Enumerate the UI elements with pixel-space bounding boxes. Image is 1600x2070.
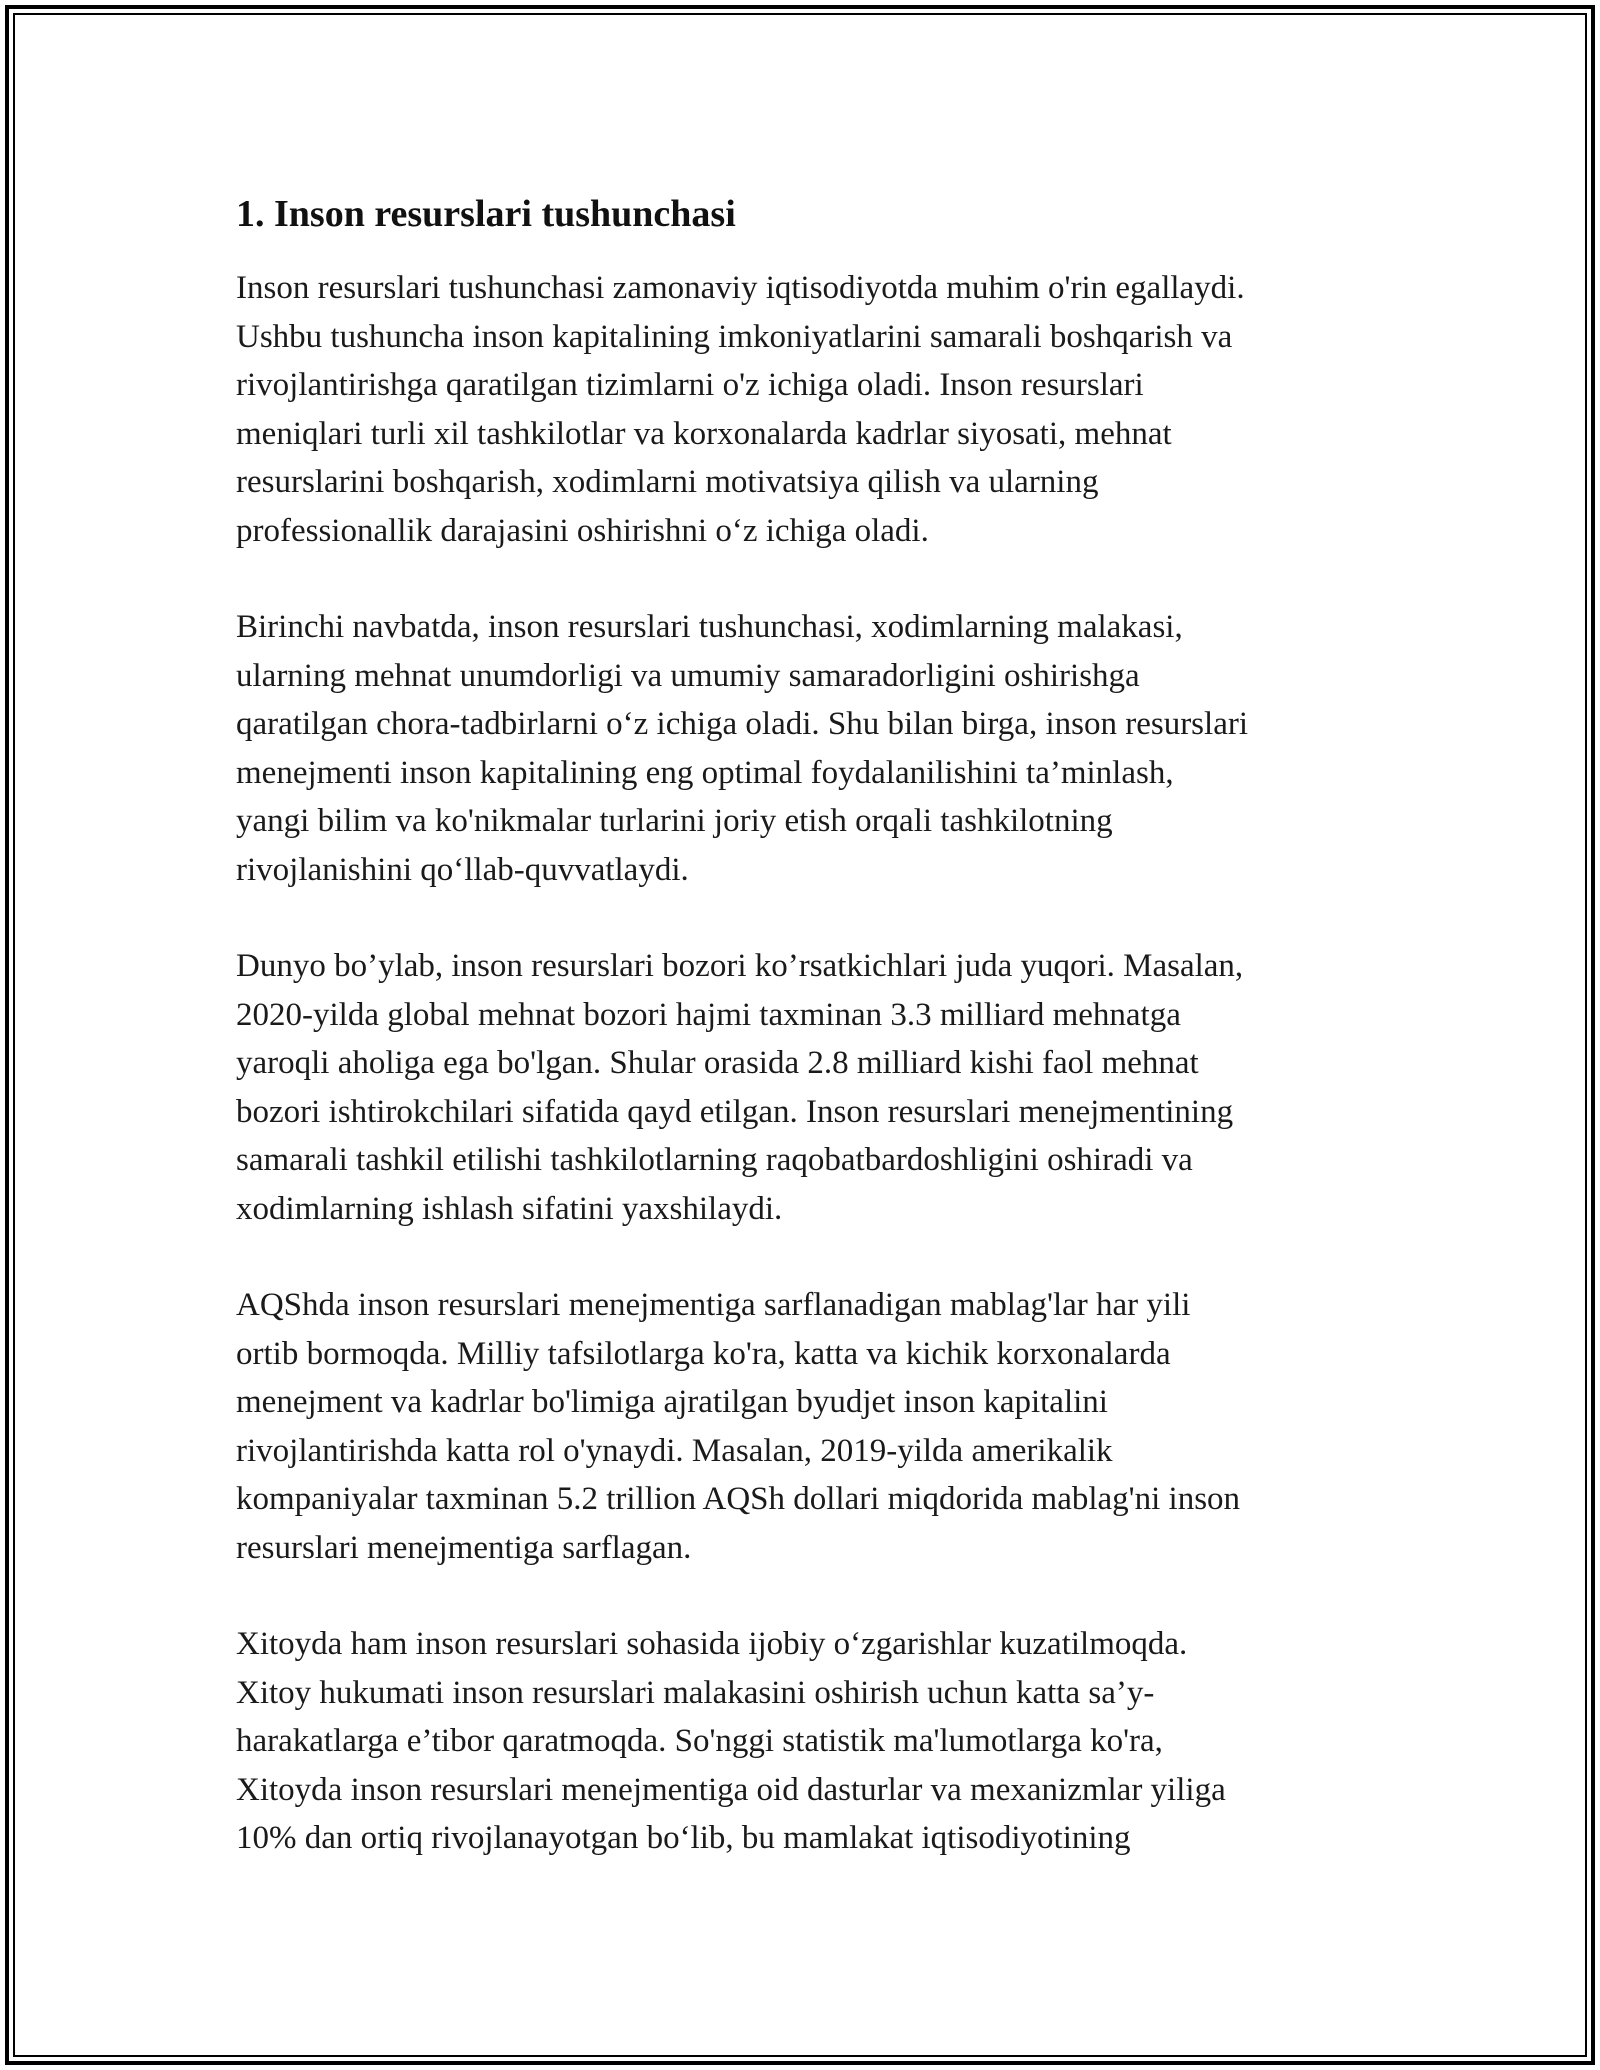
paragraph-line: ularning mehnat unumdorligi va umumiy samaradorligini oshirishga xyxy=(236,657,1140,694)
paragraph-line: 10% dan ortiq rivojlanayotgan bo‘lib, bu mamlakat iqtisodiyotining xyxy=(236,1820,1131,1856)
paragraph-line: resurslarini boshqarish, xodimlarni motivatsiya qilish va ularning xyxy=(236,464,1099,500)
paragraph-line: Ushbu tushuncha inson kapitalining imkoniyatlarini samarali boshqarish va xyxy=(236,318,1233,355)
paragraph-line: bozori ishtirokchilari sifatida qayd etilgan. Inson resurslari menejmentining xyxy=(236,1093,1234,1130)
paragraph-line: yangi bilim va ko'nikmalar turlarini joriy etish orqali tashkilotning xyxy=(236,803,1113,839)
paragraph-line: Xitoyda inson resurslari menejmentiga oid dasturlar va mexanizmlar yiliga xyxy=(236,1771,1226,1808)
paragraph-line: Inson resurslari tushunchasi zamonaviy iqtisodiyotda muhim o'rin egallaydi. xyxy=(236,270,1245,306)
paragraph-line: rivojlanishini qo‘llab-quvvatlaydi. xyxy=(236,851,689,888)
paragraph-line: rivojlantirishda katta rol o'ynaydi. Masalan, 2019-yilda amerikalik xyxy=(236,1432,1113,1469)
paragraph-world xyxy=(236,942,1376,1233)
paragraph-line: kompaniyalar taxminan 5.2 trillion AQSh dollari miqdorida mablag'ni inson xyxy=(236,1481,1241,1517)
paragraph-line: Dunyo bo’ylab, inson resurslari bozori ko’rsatkichlari juda yuqori. Masalan, xyxy=(236,948,1244,984)
paragraph-line: AQShda inson resurslari menejmentiga sarflanadigan mablag'lar har yili xyxy=(236,1287,1191,1323)
document-content xyxy=(236,188,1376,1911)
section-title: 1. Inson resurslari tushunchasi xyxy=(236,193,736,235)
paragraph-line: xodimlarning ishlash sifatini yaxshilaydi. xyxy=(236,1190,783,1227)
paragraph-first-priority xyxy=(236,603,1376,894)
paragraph-line: 2020-yilda global mehnat bozori hajmi taxminan 3.3 milliard mehnatga xyxy=(236,996,1181,1033)
paragraph-line: qaratilgan chora-tadbirlarni o‘z ichiga oladi. Shu bilan birga, inson resurslari xyxy=(236,706,1248,742)
paragraph-line: Birinchi navbatda, inson resurslari tushunchasi, xodimlarning malakasi, xyxy=(236,609,1183,645)
paragraph-line: yaroqli aholiga ega bo'lgan. Shular orasida 2.8 milliard kishi faol mehnat xyxy=(236,1045,1199,1081)
paragraph-usa xyxy=(236,1281,1376,1572)
paragraph-line: meniqlari turli xil tashkilotlar va korxonalarda kadrlar siyosati, mehnat xyxy=(236,415,1172,452)
paragraph-intro xyxy=(236,264,1376,555)
paragraph-line: ortib bormoqda. Milliy tafsilotlarga ko'ra, katta va kichik korxonalarda xyxy=(236,1335,1171,1372)
paragraph-line: rivojlantirishga qaratilgan tizimlarni o'z ichiga oladi. Inson resurslari xyxy=(236,367,1144,403)
paragraph-line: professionallik darajasini oshirishni o‘z ichiga oladi. xyxy=(236,512,929,549)
paragraph-line: Xitoy hukumati inson resurslari malakasini oshirish uchun katta sa’y- xyxy=(236,1674,1155,1711)
paragraph-line: harakatlarga e’tibor qaratmoqda. So'nggi statistik ma'lumotlarga ko'ra, xyxy=(236,1723,1163,1759)
paragraph-line: menejment va kadrlar bo'limiga ajratilgan byudjet inson kapitalini xyxy=(236,1384,1108,1420)
paragraph-line: samarali tashkil etilishi tashkilotlarning raqobatbardoshligini oshiradi va xyxy=(236,1142,1193,1178)
paragraph-line: resurslari menejmentiga sarflagan. xyxy=(236,1529,692,1566)
paragraph-line: Xitoyda ham inson resurslari sohasida ijobiy o‘zgarishlar kuzatilmoqda. xyxy=(236,1626,1188,1662)
paragraph-china xyxy=(236,1620,1376,1863)
paragraph-line: menejmenti inson kapitalining eng optimal foydalanilishini ta’minlash, xyxy=(236,754,1174,791)
